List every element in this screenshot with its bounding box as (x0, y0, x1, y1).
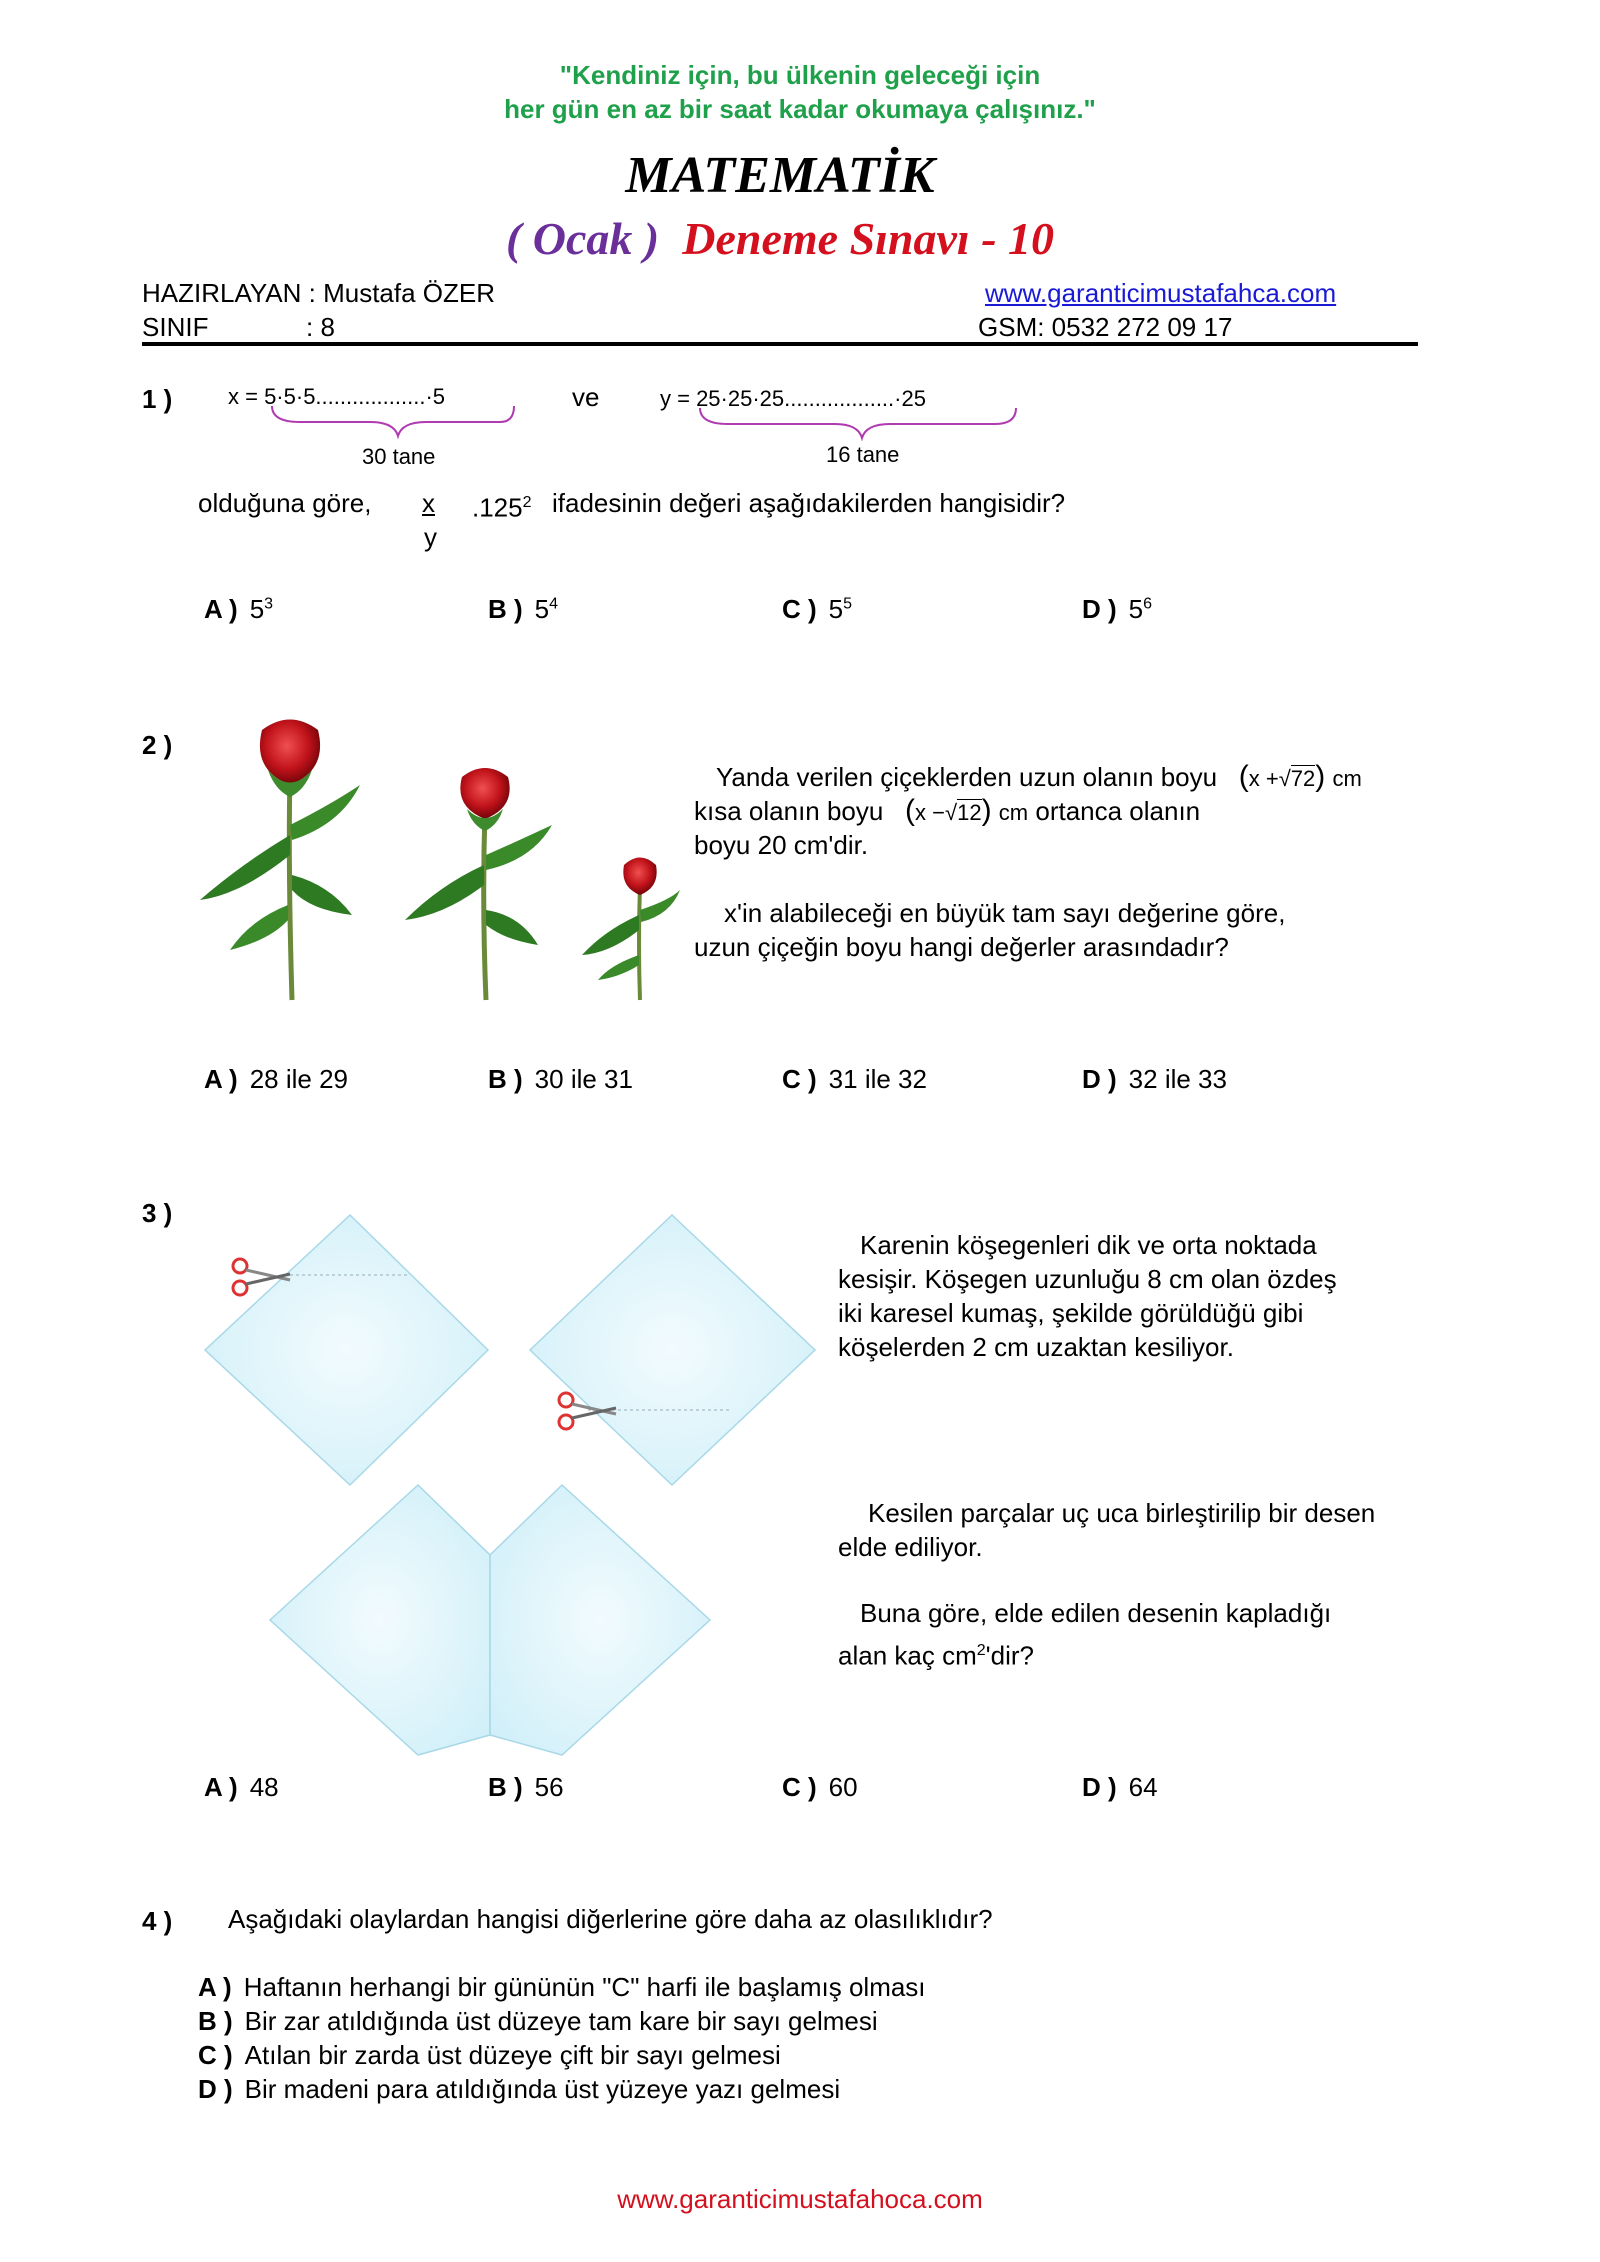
q3-p1-line-1: Karenin köşegenleri dik ve orta noktada (860, 1230, 1317, 1260)
q3-option-c[interactable]: C ) 60 (782, 1772, 858, 1802)
motto-line-2: her gün en az bir saat kadar okumaya çalışınız." (504, 94, 1096, 124)
q3-p3-line-1: Buna göre, elde edilen desenin kapladığı (860, 1598, 1332, 1628)
q2-option-a[interactable]: A ) 28 ile 29 (204, 1064, 349, 1094)
q1-y-brace-label: 16 tane (826, 442, 900, 467)
q1-fraction-numerator: x (422, 488, 435, 518)
subtitle-month: ( Ocak ) (505, 213, 660, 264)
motto-line-1: "Kendiniz için, bu ülkenin geleceği için (559, 60, 1041, 90)
q1-option-b[interactable]: B ) $5^4$ (488, 594, 559, 624)
q3-option-b[interactable]: B ) 56 (488, 1772, 564, 1802)
q3-p1-line-3: iki karesel kumaş, şekilde görüldüğü gibi (838, 1298, 1304, 1328)
header-divider (142, 342, 1418, 346)
author-label: HAZIRLAYAN : Mustafa ÖZER (142, 278, 496, 308)
q1-stem-start: olduğuna göre, (198, 488, 372, 518)
phone-number: GSM: 0532 272 09 17 (978, 312, 1233, 342)
header-website-link[interactable]: www.garanticimustafahca.com (985, 278, 1337, 308)
q4-option-a[interactable]: A ) Haftanın herhangi bir gününün "C" harfi ile başlamış olması (198, 1972, 926, 2002)
q4-option-c[interactable]: C ) Atılan bir zarda üst düzeye çift bir sayı gelmesi (198, 2040, 781, 2070)
fabric-diagram (190, 1200, 830, 1760)
tall-rose-icon (200, 720, 360, 1001)
q1-multiplier: .125$^2$ (472, 492, 532, 523)
q4-stem: Aşağıdaki olaylardan hangisi diğerlerine göre daha az olasılıklıdır? (228, 1904, 993, 1934)
q2-option-b[interactable]: B ) 30 ile 31 (488, 1064, 633, 1094)
page-title: MATEMATİK (625, 147, 935, 204)
footer-website-link[interactable]: www.garanticimustafahoca.com (617, 2184, 983, 2214)
fabric-square-1 (205, 1215, 488, 1485)
q4-option-b[interactable]: B ) Bir zar atıldığında üst düzeye tam kare bir sayı gelmesi (198, 2006, 878, 2036)
q4-option-d[interactable]: D ) Bir madeni para atıldığında üst yüzeye yazı gelmesi (198, 2074, 841, 2104)
q3-option-a[interactable]: A ) 48 (204, 1772, 279, 1802)
q2-line-3: boyu 20 cm'dir. (694, 830, 869, 860)
q3-p1-line-2: kesişir. Köşegen uzunluğu 8 cm olan özdeş (838, 1264, 1337, 1294)
pattern-piece-right (490, 1485, 710, 1755)
q2-line-5: uzun çiçeğin boyu hangi değerler arasındadır? (694, 932, 1229, 962)
q1-option-c[interactable]: C ) $5^5$ (782, 594, 853, 624)
q2-line-4: x'in alabileceği en büyük tam sayı değerine göre, (724, 898, 1286, 928)
q1-option-a[interactable]: A ) $5^3$ (204, 594, 274, 624)
page-subtitle (0, 212, 1560, 265)
medium-rose-icon (405, 768, 552, 1000)
q2-line-1: Yanda verilen çiçeklerden uzun olanın boyu (x +√72) cm (716, 760, 1362, 793)
q2-option-c[interactable]: C ) 31 ile 32 (782, 1064, 927, 1094)
q1-x-brace (272, 406, 514, 436)
q1-number: 1 ) (142, 384, 173, 414)
subtitle-exam: Deneme Sınavı - 10 (682, 213, 1055, 264)
q3-p1-line-4: köşelerden 2 cm uzaktan kesiliyor. (838, 1332, 1234, 1362)
q2-line-2: kısa olanın boyu (x −√12) cm ortanca olanın (694, 794, 1201, 827)
q1-y-expression: y = 25·25·25..................·25 (660, 386, 926, 411)
q1-fraction-denominator: y (424, 522, 437, 552)
q1-option-d[interactable]: D ) $5^6$ (1082, 594, 1153, 624)
q1-stem-end: ifadesinin değeri aşağıdakilerden hangisidir? (552, 488, 1066, 518)
q3-p3-line-2: alan kaç $cm^2'dir$? (838, 1640, 1034, 1671)
q3-option-d[interactable]: D ) 64 (1082, 1772, 1158, 1802)
q3-p2-line-2: elde ediliyor. (838, 1532, 983, 1562)
q1-braces (260, 400, 1020, 450)
fabric-square-2 (530, 1215, 815, 1485)
class-label: SINIF (142, 312, 209, 342)
q4-number: 4 ) (142, 1906, 173, 1936)
q3-number: 3 ) (142, 1198, 173, 1228)
class-value: : 8 (306, 312, 335, 342)
q3-p2-line-1: Kesilen parçalar uç uca birleştirilip bir desen (868, 1498, 1376, 1528)
q1-x-expression: x = 5·5·5..................·5 (228, 384, 446, 409)
q1-x-brace-label: 30 tane (362, 444, 436, 469)
pattern-piece-left (270, 1485, 490, 1755)
q1-connector: ve (572, 382, 600, 412)
q1-y-brace (700, 408, 1016, 438)
roses-illustration (180, 715, 700, 1005)
q2-option-d[interactable]: D ) 32 ile 33 (1082, 1064, 1227, 1094)
q2-number: 2 ) (142, 730, 173, 760)
short-rose-icon (582, 858, 680, 1001)
